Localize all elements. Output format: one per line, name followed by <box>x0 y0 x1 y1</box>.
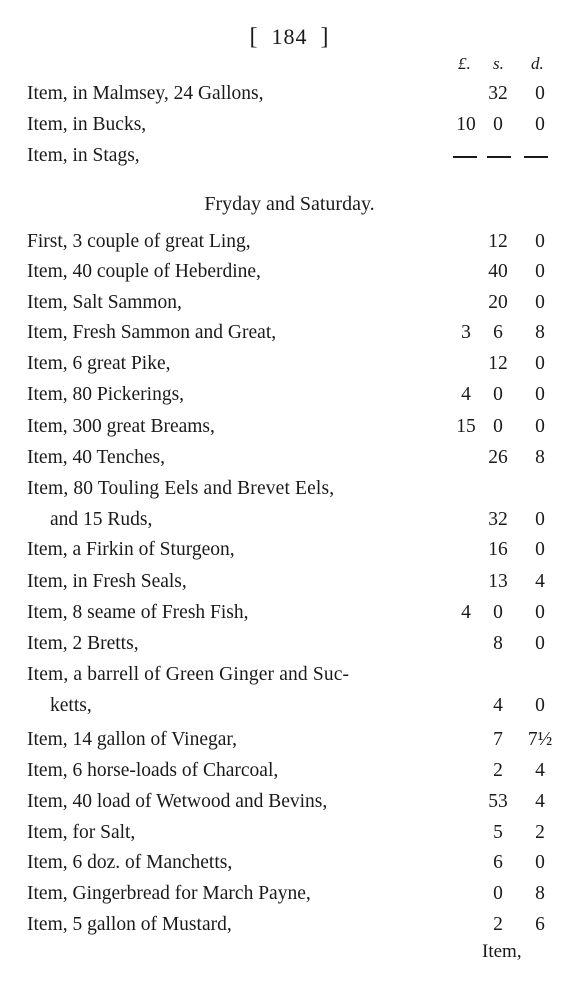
item-description: Item, 2 Bretts, <box>27 633 139 654</box>
pence-value: 0 <box>535 83 545 104</box>
pence-value: 0 <box>535 633 545 654</box>
column-header-pounds: £. <box>458 54 471 73</box>
pence-value: 0 <box>535 353 545 374</box>
page-number <box>0 24 579 51</box>
item-description: Item, 80 Pickerings, <box>27 384 185 405</box>
pence-value: 7½ <box>527 729 553 750</box>
ledger-row <box>0 289 579 317</box>
item-description: Item, 6 doz. of Manchetts, <box>27 852 233 873</box>
ledger-row <box>0 726 579 754</box>
column-header-pence: d. <box>531 54 544 73</box>
ledger-row <box>0 661 579 689</box>
shillings-value: 0 <box>493 384 503 405</box>
item-description: Item, a Firkin of Sturgeon, <box>27 539 235 560</box>
item-description-continuation: ketts, <box>50 695 92 716</box>
shillings-value: 12 <box>488 231 508 252</box>
item-description: Item, 5 gallon of Mustard, <box>27 914 232 935</box>
ledger-row <box>0 228 579 256</box>
item-description: Item, in Fresh Seals, <box>27 571 187 592</box>
pence-value: 0 <box>535 231 545 252</box>
item-description: Item, 8 seame of Fresh Fish, <box>27 602 249 623</box>
shillings-value: 53 <box>488 791 508 812</box>
ledger-row <box>0 599 579 627</box>
item-description: Item, in Bucks, <box>27 114 147 135</box>
pounds-value: 10 <box>456 114 476 135</box>
pence-value: 8 <box>535 447 545 468</box>
left-bracket: [ <box>249 24 259 50</box>
shillings-value: 2 <box>493 760 503 781</box>
shillings-value: 4 <box>493 695 503 716</box>
section-heading: Fryday and Saturday. <box>204 193 375 215</box>
shillings-value: 40 <box>488 261 508 282</box>
item-description: Item, Fresh Sammon and Great, <box>27 322 277 343</box>
pence-value: 8 <box>535 883 545 904</box>
shillings-value: 32 <box>488 509 508 530</box>
item-description: Item, Gingerbread for March Payne, <box>27 883 311 904</box>
blank-pounds-dash <box>453 156 477 158</box>
shillings-value: 0 <box>493 114 503 135</box>
item-description: Item, Salt Sammon, <box>27 292 182 313</box>
pence-value: 0 <box>535 416 545 437</box>
shillings-value: 5 <box>493 822 503 843</box>
ledger-row <box>0 475 579 503</box>
ledger-row <box>0 80 579 108</box>
pence-value: 0 <box>535 509 545 530</box>
item-description: Item, 40 couple of Heberdine, <box>27 261 261 282</box>
shillings-value: 8 <box>493 633 503 654</box>
item-description: Item, 14 gallon of Vinegar, <box>27 729 237 750</box>
shillings-value: 13 <box>488 571 508 592</box>
ledger-row <box>0 258 579 286</box>
ledger-row <box>0 630 579 658</box>
page-number-text: 184 <box>271 24 308 49</box>
shillings-value: 16 <box>488 539 508 560</box>
shillings-value: 12 <box>488 353 508 374</box>
ledger-row <box>0 319 579 347</box>
shillings-value: 20 <box>488 292 508 313</box>
ledger-row <box>0 413 579 441</box>
ledger-row <box>0 444 579 472</box>
shillings-value: 6 <box>493 852 503 873</box>
ledger-row <box>0 819 579 847</box>
pence-value: 8 <box>535 322 545 343</box>
pence-value: 0 <box>535 602 545 623</box>
ledger-row <box>0 849 579 877</box>
shillings-value: 0 <box>493 602 503 623</box>
pence-value: 4 <box>535 571 545 592</box>
shillings-value: 2 <box>493 914 503 935</box>
shillings-value: 6 <box>493 322 503 343</box>
ledger-row-continuation <box>0 506 579 534</box>
shillings-value: 7 <box>493 729 503 750</box>
item-description: Item, for Salt, <box>27 822 136 843</box>
pence-value: 4 <box>535 760 545 781</box>
shillings-value: 0 <box>493 416 503 437</box>
pence-value: 6 <box>535 914 545 935</box>
pence-value: 0 <box>535 539 545 560</box>
right-bracket: ] <box>320 24 330 50</box>
pence-value: 0 <box>535 114 545 135</box>
ledger-row <box>0 788 579 816</box>
blank-shillings-dash <box>487 156 511 158</box>
shillings-value: 26 <box>488 447 508 468</box>
item-description-continuation: and 15 Ruds, <box>50 509 153 530</box>
catchword: Item, <box>482 941 522 962</box>
ledger-row <box>0 350 579 378</box>
item-description: Item, 6 horse-loads of Charcoal, <box>27 760 279 781</box>
pence-value: 4 <box>535 791 545 812</box>
item-description: Item, 80 Touling Eels and Brevet Eels, <box>27 478 335 499</box>
item-description: First, 3 couple of great Ling, <box>27 231 251 252</box>
shillings-value: 0 <box>493 883 503 904</box>
pence-value: 0 <box>535 384 545 405</box>
pence-value: 0 <box>535 261 545 282</box>
ledger-row <box>0 911 579 939</box>
pence-value: 0 <box>535 852 545 873</box>
item-description: Item, in Stags, <box>27 145 140 166</box>
item-description: Item, 6 great Pike, <box>27 353 171 374</box>
pence-value: 0 <box>535 695 545 716</box>
column-header-shillings: s. <box>493 54 504 73</box>
blank-pence-dash <box>524 156 548 158</box>
pounds-value: 3 <box>461 322 471 343</box>
ledger-row <box>0 757 579 785</box>
ledger-row <box>0 880 579 908</box>
item-description: Item, a barrell of Green Ginger and Suc- <box>27 664 350 685</box>
pounds-value: 4 <box>461 384 471 405</box>
pence-value: 0 <box>535 292 545 313</box>
pounds-value: 15 <box>456 416 476 437</box>
item-description: Item, 300 great Breams, <box>27 416 215 437</box>
ledger-row-continuation <box>0 692 579 720</box>
pence-value: 2 <box>535 822 545 843</box>
ledger-row <box>0 111 579 139</box>
pounds-value: 4 <box>461 602 471 623</box>
item-description: Item, 40 Tenches, <box>27 447 165 468</box>
ledger-row <box>0 536 579 564</box>
shillings-value: 32 <box>488 83 508 104</box>
item-description: Item, 40 load of Wetwood and Bevins, <box>27 791 328 812</box>
item-description: Item, in Malmsey, 24 Gallons, <box>27 83 264 104</box>
ledger-row <box>0 568 579 596</box>
ledger-row <box>0 381 579 409</box>
